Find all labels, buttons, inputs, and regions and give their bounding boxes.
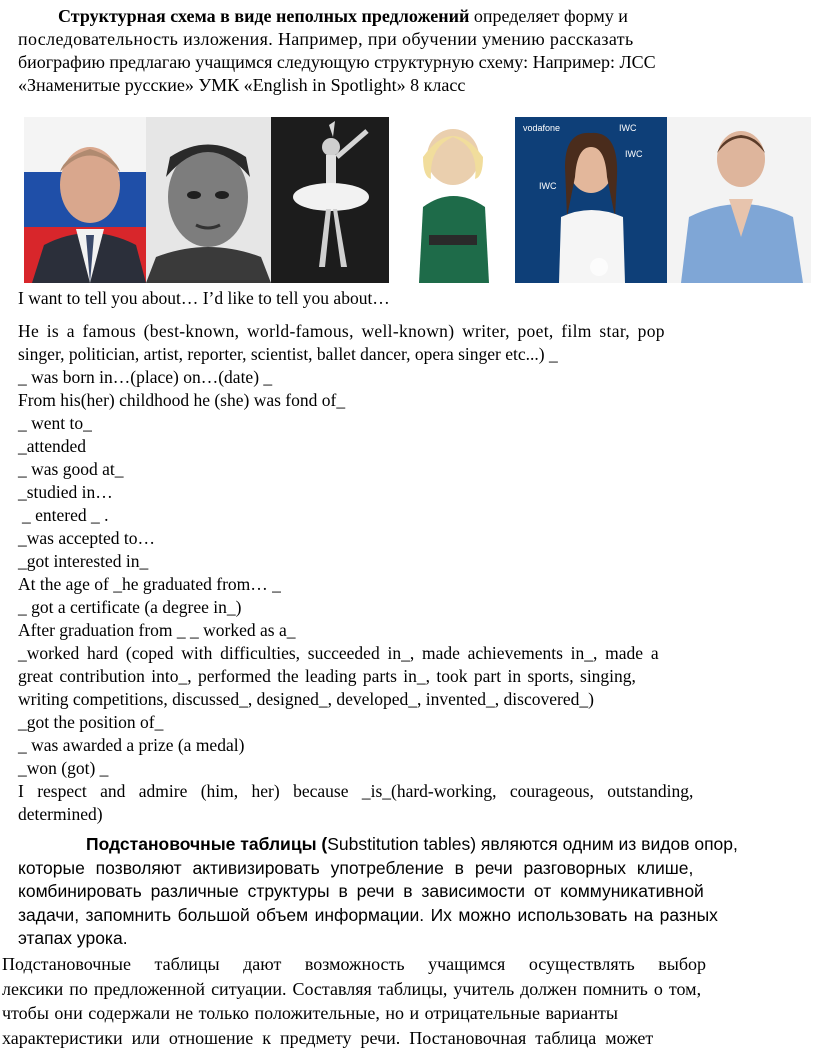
template-after-grad: After graduation from _ _ worked as a_	[18, 620, 296, 640]
template-went: _ went to_	[18, 413, 92, 433]
svg-text:IWC: IWC	[625, 149, 643, 159]
svg-text:IWC: IWC	[619, 123, 637, 133]
substitution-line1-rest: Substitution tables) являются одним из видов опор,	[327, 834, 738, 854]
outro-line4: характеристики или отношение к предмету речи. Постановочная таблица может	[2, 1027, 654, 1048]
substitution-line4: задачи, запомнить большой объем информации. Их можно использовать на разных	[18, 904, 718, 925]
substitution-line3: комбинировать различные структуры в речи в зависимости от коммуникативной	[18, 881, 704, 901]
portrait-singer-bw	[146, 117, 271, 283]
portrait-ballet-dancer	[271, 117, 389, 283]
portrait-politician	[24, 117, 146, 283]
substitution-line2: которые позволяют активизировать употребление в речи разговорных клише,	[18, 857, 694, 878]
template-certificate: _ got a certificate (a degree in_)	[18, 597, 242, 617]
intro-line3: биографию предлагаю учащимся следующую структурную схему: Например: ЛСС	[18, 52, 656, 72]
template-entered: _ entered _ .	[22, 505, 109, 525]
template-position: _got the position of_	[18, 712, 164, 732]
template-famous-2: singer, politician, artist, reporter, scientist, ballet dancer, opera singer etc...) _	[18, 344, 558, 364]
outro-line2: лексики по предложенной ситуации. Составляя таблицы, учитель должен помнить о том,	[2, 978, 702, 999]
template-studied: _studied in…	[18, 482, 113, 502]
intro-line4: «Знаменитые русские» УМК «English in Spotlight» 8 класс	[18, 75, 466, 95]
template-awarded: _ was awarded a prize (a medal)	[18, 735, 245, 755]
outro-line1: Подстановочные таблицы дают возможность учащимся осуществлять выбор	[2, 954, 707, 974]
template-interested: _got interested in_	[18, 551, 149, 571]
template-graduated: At the age of _he graduated from… _	[18, 574, 281, 594]
template-worked-2: great contribution into_, performed the leading parts in_, took part in sports, singing,	[18, 666, 636, 686]
outro-line3: чтобы они содержали не только положительные, но и отрицательные варианты	[2, 1003, 618, 1023]
portrait-woman-green	[389, 117, 515, 283]
substitution-paragraph	[18, 833, 796, 951]
svg-text:vodafone: vodafone	[523, 123, 561, 133]
template-won: _won (got) _	[18, 758, 109, 778]
template-good-at: _ was good at_	[18, 459, 124, 479]
template-want: I want to tell you about… I’d like to tell you about…	[18, 288, 390, 308]
biography-template	[18, 287, 798, 826]
template-born: _ was born in…(place) on…(date) _	[18, 367, 273, 387]
template-worked-1: _worked hard (coped with difficulties, succeeded in_, made achievements in_, made a	[18, 643, 659, 663]
substitution-bold-lead: Подстановочные таблицы (	[86, 834, 328, 854]
template-famous-1: He is a famous (best-known, world-famous, well-known) writer, poet, film star, pop	[18, 321, 665, 341]
portrait-man-blue-shirt	[667, 117, 811, 283]
svg-text:IWC: IWC	[539, 181, 557, 191]
portrait-strip	[24, 117, 811, 283]
outro-paragraph	[2, 952, 782, 1050]
intro-paragraph	[18, 5, 798, 97]
intro-line1-rest: определяет форму и	[473, 6, 628, 26]
template-respect-1: I respect and admire (him, her) because _is_(hard-working, courageous, outstanding,	[18, 781, 694, 801]
template-attended: _attended	[18, 436, 87, 456]
template-respect-2: determined)	[18, 804, 103, 824]
substitution-line5: этапах урока.	[18, 928, 128, 948]
intro-line2: последовательность изложения. Например, при обучении умению рассказать	[18, 29, 634, 49]
template-accepted: _was accepted to…	[18, 528, 156, 548]
template-childhood: From his(her) childhood he (she) was fond of_	[18, 390, 346, 410]
portrait-athlete	[515, 117, 667, 283]
template-worked-3: writing competitions, discussed_, designed_, developed_, invented_, discovered_)	[18, 689, 594, 709]
intro-bold-lead: Структурная схема в виде неполных предложений	[58, 6, 470, 26]
